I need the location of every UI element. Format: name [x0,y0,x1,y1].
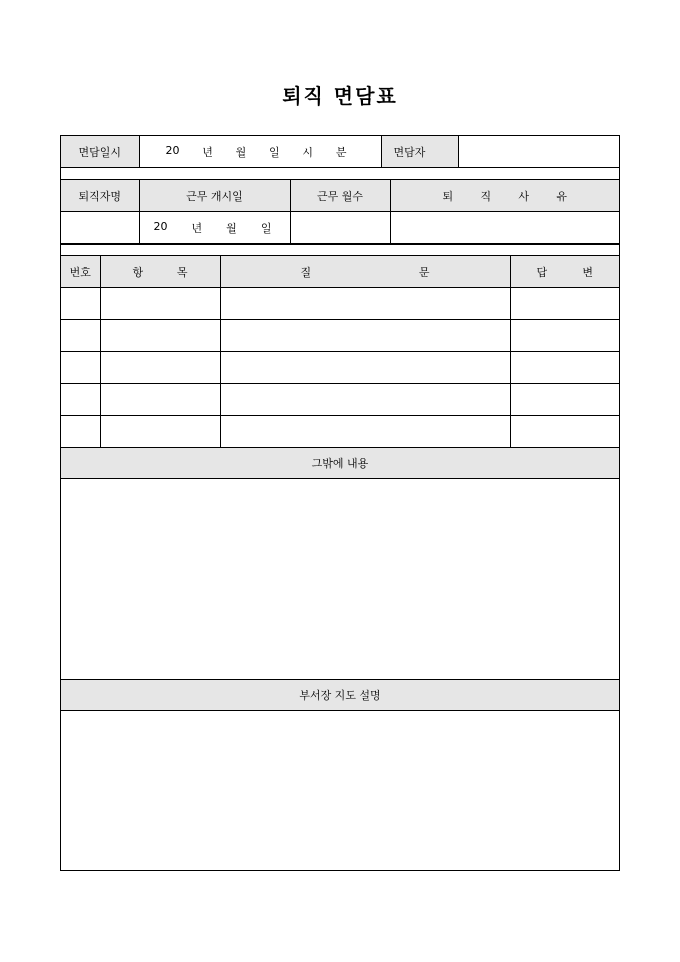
row-item-cell[interactable] [100,288,220,320]
row-no-cell[interactable] [61,352,100,384]
work-months-field[interactable] [290,212,390,244]
retire-reason-header [390,180,619,212]
row-answer-cell[interactable] [510,320,619,352]
item-header-char-1: 항 [132,265,144,279]
retire-reason-char-3: 사 [518,189,530,203]
page-title: 퇴직 면담표 [282,84,398,108]
work-start-unit-day: 일 [260,221,272,235]
row-answer-cell[interactable] [510,416,619,448]
other-content-header: 그밖에 내용 [61,447,619,479]
interview-date-label: 면담일시 [61,136,139,168]
row-answer-cell[interactable] [510,352,619,384]
item-header [100,256,220,288]
spacer [61,244,619,256]
row-question-cell[interactable] [220,288,510,320]
retire-reason-field[interactable] [390,212,619,244]
answer-header-char-1: 답 [536,265,548,279]
row-no-cell[interactable] [61,320,100,352]
no-header: 번호 [61,256,100,288]
table-row [61,288,619,320]
row-no-cell[interactable] [61,384,100,416]
question-table [61,256,619,447]
answer-header-char-2: 변 [582,265,593,279]
row-no-cell[interactable] [61,288,100,320]
work-start-unit-year: 년 [191,221,203,235]
item-header-char-2: 목 [176,265,188,279]
table-row [61,384,619,416]
work-months-header: 근무 월수 [290,180,390,212]
spacer [61,168,619,180]
row-item-cell[interactable] [100,384,220,416]
retiree-table [61,180,619,244]
other-content-area[interactable] [61,479,619,679]
interview-date-year: 20 [165,143,180,157]
exit-interview-form [60,135,620,871]
work-start-header: 근무 개시일 [139,180,290,212]
answer-header [510,256,619,288]
question-header [220,256,510,288]
row-no-cell[interactable] [61,416,100,448]
table-row [61,416,619,448]
interview-date-unit-day: 일 [269,145,280,159]
interview-date-field[interactable] [139,136,381,168]
row-question-cell[interactable] [220,320,510,352]
question-header-char-1: 질 [300,265,312,279]
question-header-char-2: 문 [418,265,430,279]
interviewer-label: 면담자 [381,136,458,168]
row-item-cell[interactable] [100,416,220,448]
row-answer-cell[interactable] [510,384,619,416]
interview-date-unit-year: 년 [202,145,213,159]
table-row [61,352,619,384]
row-answer-cell[interactable] [510,288,619,320]
manager-guidance-area[interactable] [61,711,619,870]
interview-date-unit-hour: 시 [302,145,314,159]
row-question-cell[interactable] [220,352,510,384]
retiree-name-header: 퇴직자명 [61,180,139,212]
table-row [61,320,619,352]
row-item-cell[interactable] [100,352,220,384]
retire-reason-char-4: 유 [556,189,567,203]
work-start-unit-month: 월 [226,221,237,235]
retire-reason-char-2: 직 [480,189,492,203]
interviewer-field[interactable] [458,136,619,168]
row-question-cell[interactable] [220,384,510,416]
row-question-cell[interactable] [220,416,510,448]
interview-date-table [61,136,619,168]
work-start-year: 20 [153,219,168,233]
interview-date-unit-minute: 분 [335,145,347,159]
work-start-field[interactable] [139,212,290,244]
manager-guidance-header: 부서장 지도 설명 [61,679,619,711]
row-item-cell[interactable] [100,320,220,352]
retiree-name-field[interactable] [61,212,139,244]
retire-reason-char-1: 퇴 [442,189,454,203]
interview-date-unit-month: 월 [235,145,247,159]
